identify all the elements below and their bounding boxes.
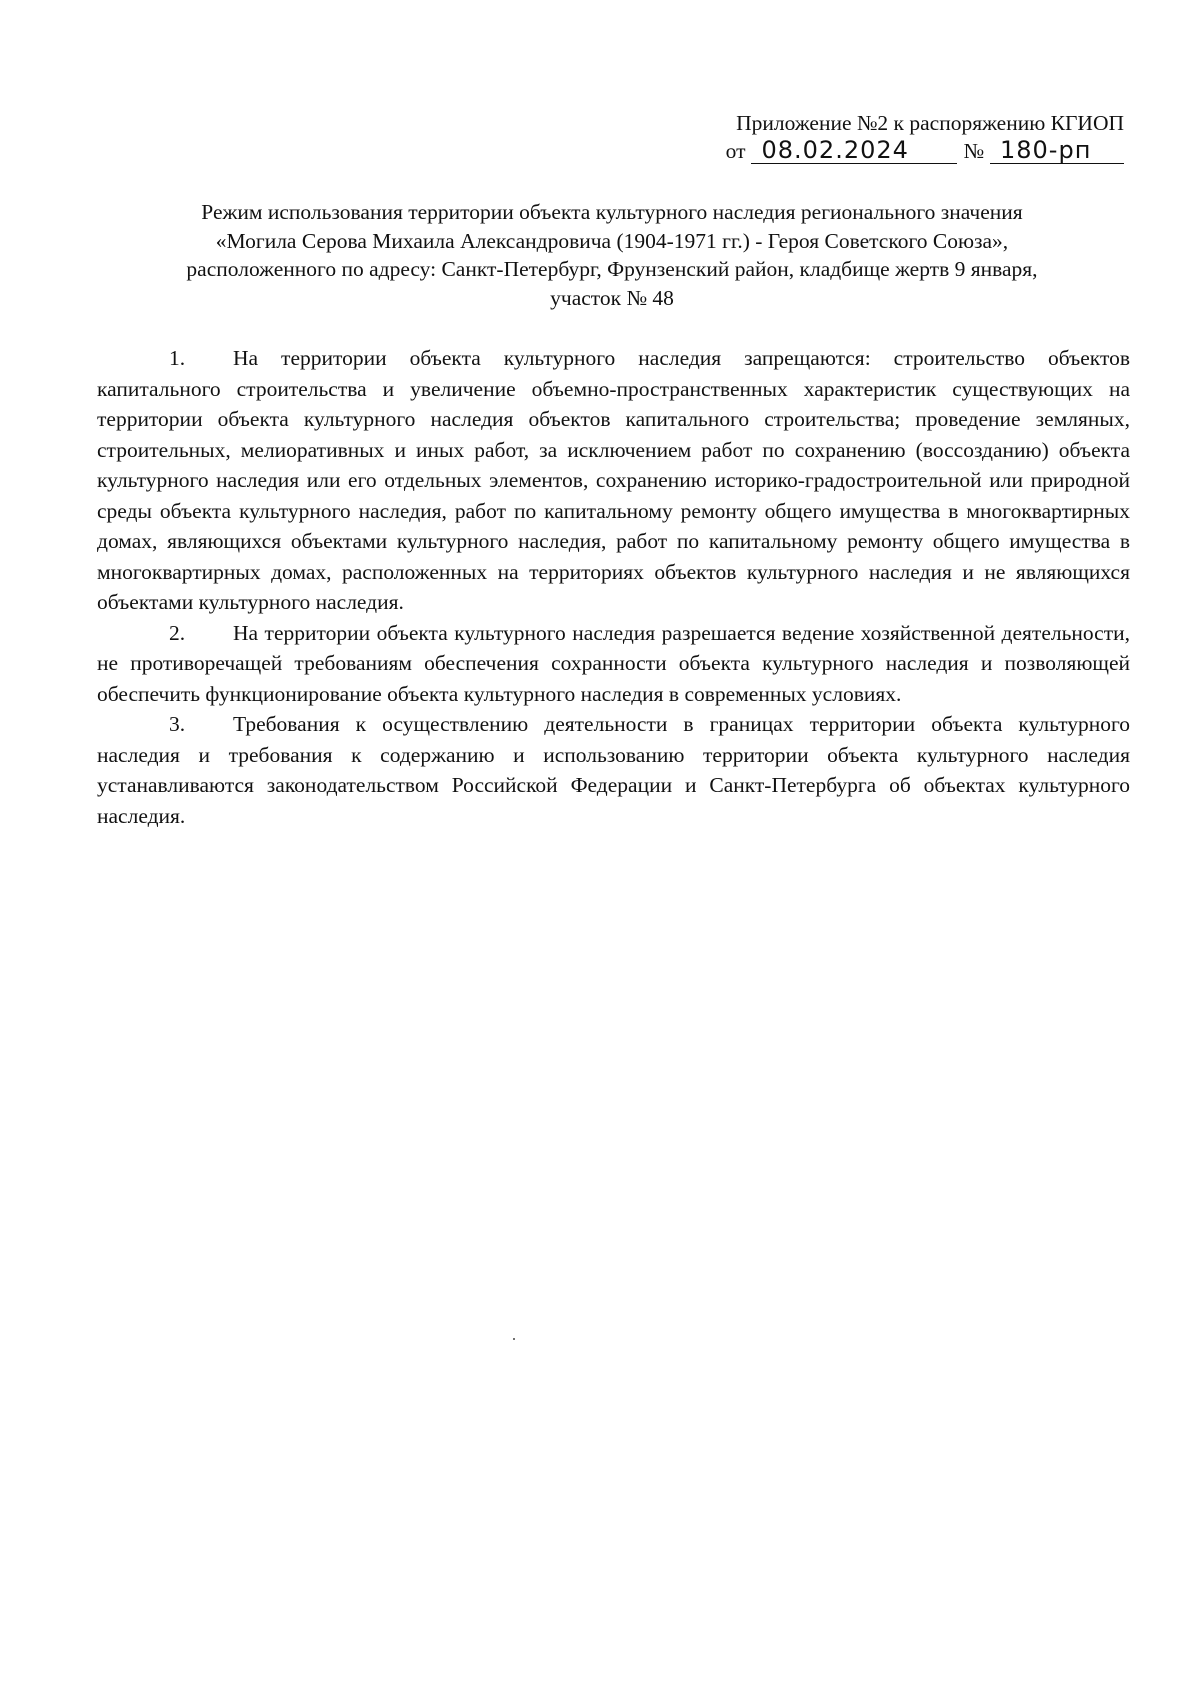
number-label: №	[963, 139, 984, 163]
handwritten-number: 180-рп	[990, 137, 1124, 164]
handwritten-date: 08.02.2024	[751, 137, 957, 164]
title-line-2: «Могила Серова Михаила Александровича (1904-1971 гг.) - Героя Советского Союза»,	[215, 228, 1009, 253]
paragraph-3	[97, 709, 1130, 831]
paragraph-text: На территории объекта культурного наследия разрешается ведение хозяйственной деятельности, не противоречащей требованиям обеспечения сохранности объекта культурного наследия и позволяющей обеспечить функционирование объекта культурного наследия в современных условиях.	[97, 620, 1130, 706]
paragraph-text: На территории объекта культурного наследия запрещаются: строительство объектов капитального строительства и увеличение объемно-пространственных характеристик существующих на территории объекта культурного наследия объектов капитального строительства; проведение земляных, строительных, мелиоративных и иных работ, за исключением работ по сохранению (воссозданию) объекта культурного наследия или его отдельных элементов, сохранению историко-градостроительной или природной среды объекта культурного наследия, работ по капитальному ремонту общего имущества в многоквартирных домах, являющихся объектами культурного наследия, работ по капитальному ремонту общего имущества в многоквартирных домах, расположенных на территориях объектов культурного наследия и не являющихся объектами культурного наследия.	[97, 346, 1130, 614]
title-line-3: расположенного по адресу: Санкт-Петербург, Фрунзенский район, кладбище жертв 9 января,	[186, 257, 1038, 281]
paragraph-number: 2.	[169, 620, 186, 645]
scan-speck	[513, 1338, 515, 1340]
paragraph-2	[97, 618, 1130, 710]
paragraph-number: 3.	[169, 712, 186, 736]
appendix-title: Приложение №2 к распоряжению КГИОП	[736, 111, 1124, 135]
order-reference	[664, 136, 1124, 166]
title-line-4: участок № 48	[550, 285, 674, 310]
document-body	[97, 343, 1130, 831]
paragraph-1	[97, 343, 1130, 618]
date-label: от	[725, 139, 746, 163]
document-title	[112, 198, 1112, 312]
appendix-header	[664, 108, 1124, 166]
paragraph-text: Требования к осуществлению деятельности в границах территории объекта культурного наследия и требования к содержанию и использованию территории объекта культурного наследия устанавливаются законодательством Российской Федерации и Санкт-Петербурга об объектах культурного наследия.	[97, 712, 1130, 828]
title-line-1: Режим использования территории объекта культурного наследия регионального значения	[201, 200, 1023, 224]
paragraph-number: 1.	[169, 346, 186, 370]
